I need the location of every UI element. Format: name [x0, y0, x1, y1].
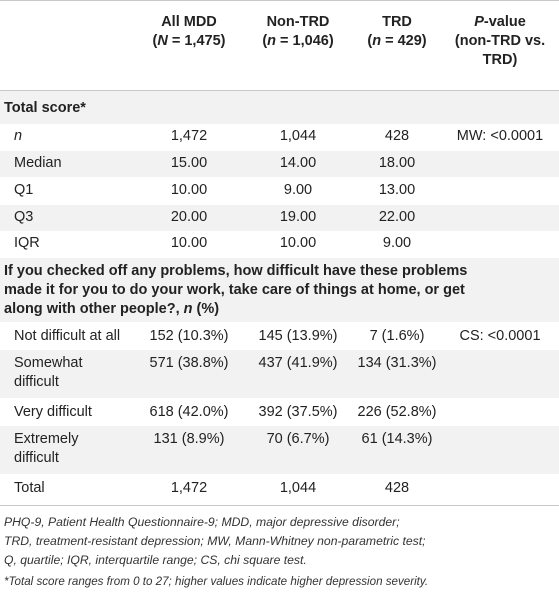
- row-label-somewhat-difficult: Somewhat difficult: [14, 355, 83, 390]
- cell-trd: 22.00: [378, 209, 416, 225]
- cell-non-trd: 392 (37.5%): [258, 404, 338, 420]
- header-p-value: [441, 13, 559, 70]
- row-label-median: Median: [14, 155, 62, 171]
- cell-all: 571 (38.8%): [149, 355, 229, 371]
- cell-non-trd: 14.00: [279, 155, 317, 171]
- cell-non-trd: 70 (6.7%): [266, 431, 330, 447]
- header-all-mdd-count: (N = 1,475): [152, 33, 226, 49]
- header-non-trd-count: (n = 1,046): [262, 33, 334, 49]
- footnote-line: Q, quartile; IQR, interquartile range; CS, chi square test.: [4, 553, 307, 567]
- cell-all: 131 (8.9%): [153, 431, 225, 447]
- header-non-trd: [244, 13, 352, 51]
- cell-trd: 18.00: [378, 155, 416, 171]
- cell-p-value: CS: <0.0001: [459, 328, 541, 344]
- row-label-extremely-difficult: Extremely difficult: [14, 431, 79, 466]
- cell-trd: 226 (52.8%): [357, 404, 437, 420]
- cell-trd: 13.00: [378, 182, 416, 198]
- cell-all: 20.00: [170, 209, 208, 225]
- row-label-total: Total: [14, 480, 45, 496]
- header-p-value-line2: (non-TRD vs.: [454, 33, 546, 49]
- section-title-total-score: Total score*: [4, 100, 86, 116]
- cell-trd: 61 (14.3%): [361, 431, 433, 447]
- row-label-n: n: [14, 128, 23, 144]
- cell-all: 1,472: [170, 480, 208, 496]
- row-label-not-difficult: Not difficult at all: [14, 328, 121, 344]
- cell-all: 15.00: [170, 155, 208, 171]
- bottom-rule: [0, 505, 559, 506]
- section-title-line: made it for you to do your work, take care of things at home, or get: [4, 282, 465, 298]
- cell-non-trd: 10.00: [279, 235, 317, 251]
- row-label-q3: Q3: [14, 209, 34, 225]
- section-title-difficulty: [4, 262, 467, 319]
- cell-non-trd: 1,044: [279, 480, 317, 496]
- cell-trd: 428: [384, 128, 410, 144]
- cell-trd: 134 (31.3%): [357, 355, 437, 371]
- header-trd-label: TRD: [382, 14, 412, 30]
- cell-non-trd: 19.00: [279, 209, 317, 225]
- footnote-star: *Total score ranges from 0 to 27; higher values indicate higher depression severity.: [4, 575, 429, 588]
- top-rule: [0, 0, 559, 1]
- cell-all: 152 (10.3%): [149, 328, 229, 344]
- cell-non-trd: 145 (13.9%): [258, 328, 338, 344]
- row-label-iqr: IQR: [14, 235, 40, 251]
- cell-trd: 9.00: [382, 235, 412, 251]
- row-label-very-difficult: Very difficult: [14, 404, 92, 420]
- cell-all: 10.00: [170, 235, 208, 251]
- cell-trd: 7 (1.6%): [369, 328, 425, 344]
- cell-all: 618 (42.0%): [149, 404, 229, 420]
- header-non-trd-label: Non-TRD: [266, 14, 330, 30]
- footnote-line: PHQ-9, Patient Health Questionnaire-9; MDD, major depressive disorder;: [4, 515, 400, 529]
- row-label-q1: Q1: [14, 182, 34, 198]
- cell-trd: 428: [384, 480, 410, 496]
- cell-non-trd: 9.00: [283, 182, 313, 198]
- header-all-mdd-label: All MDD: [161, 14, 217, 30]
- header-trd: [353, 13, 441, 51]
- header-p-value-line3: TRD): [482, 52, 518, 68]
- cell-all: 10.00: [170, 182, 208, 198]
- footnote-line: TRD, treatment-resistant depression; MW, Mann-Whitney non-parametric test;: [4, 534, 426, 548]
- cell-non-trd: 1,044: [279, 128, 317, 144]
- header-p-value-label: P-value: [474, 14, 526, 30]
- cell-p-value: MW: <0.0001: [456, 128, 544, 144]
- header-all-mdd: [135, 13, 243, 51]
- table-footnotes: [4, 513, 556, 570]
- section-title-line: along with other people?, n (%): [4, 301, 220, 317]
- cell-all: 1,472: [170, 128, 208, 144]
- section-title-line: If you checked off any problems, how difficult have these problems: [4, 263, 468, 279]
- header-trd-count: (n = 429): [367, 33, 427, 49]
- cell-non-trd: 437 (41.9%): [258, 355, 338, 371]
